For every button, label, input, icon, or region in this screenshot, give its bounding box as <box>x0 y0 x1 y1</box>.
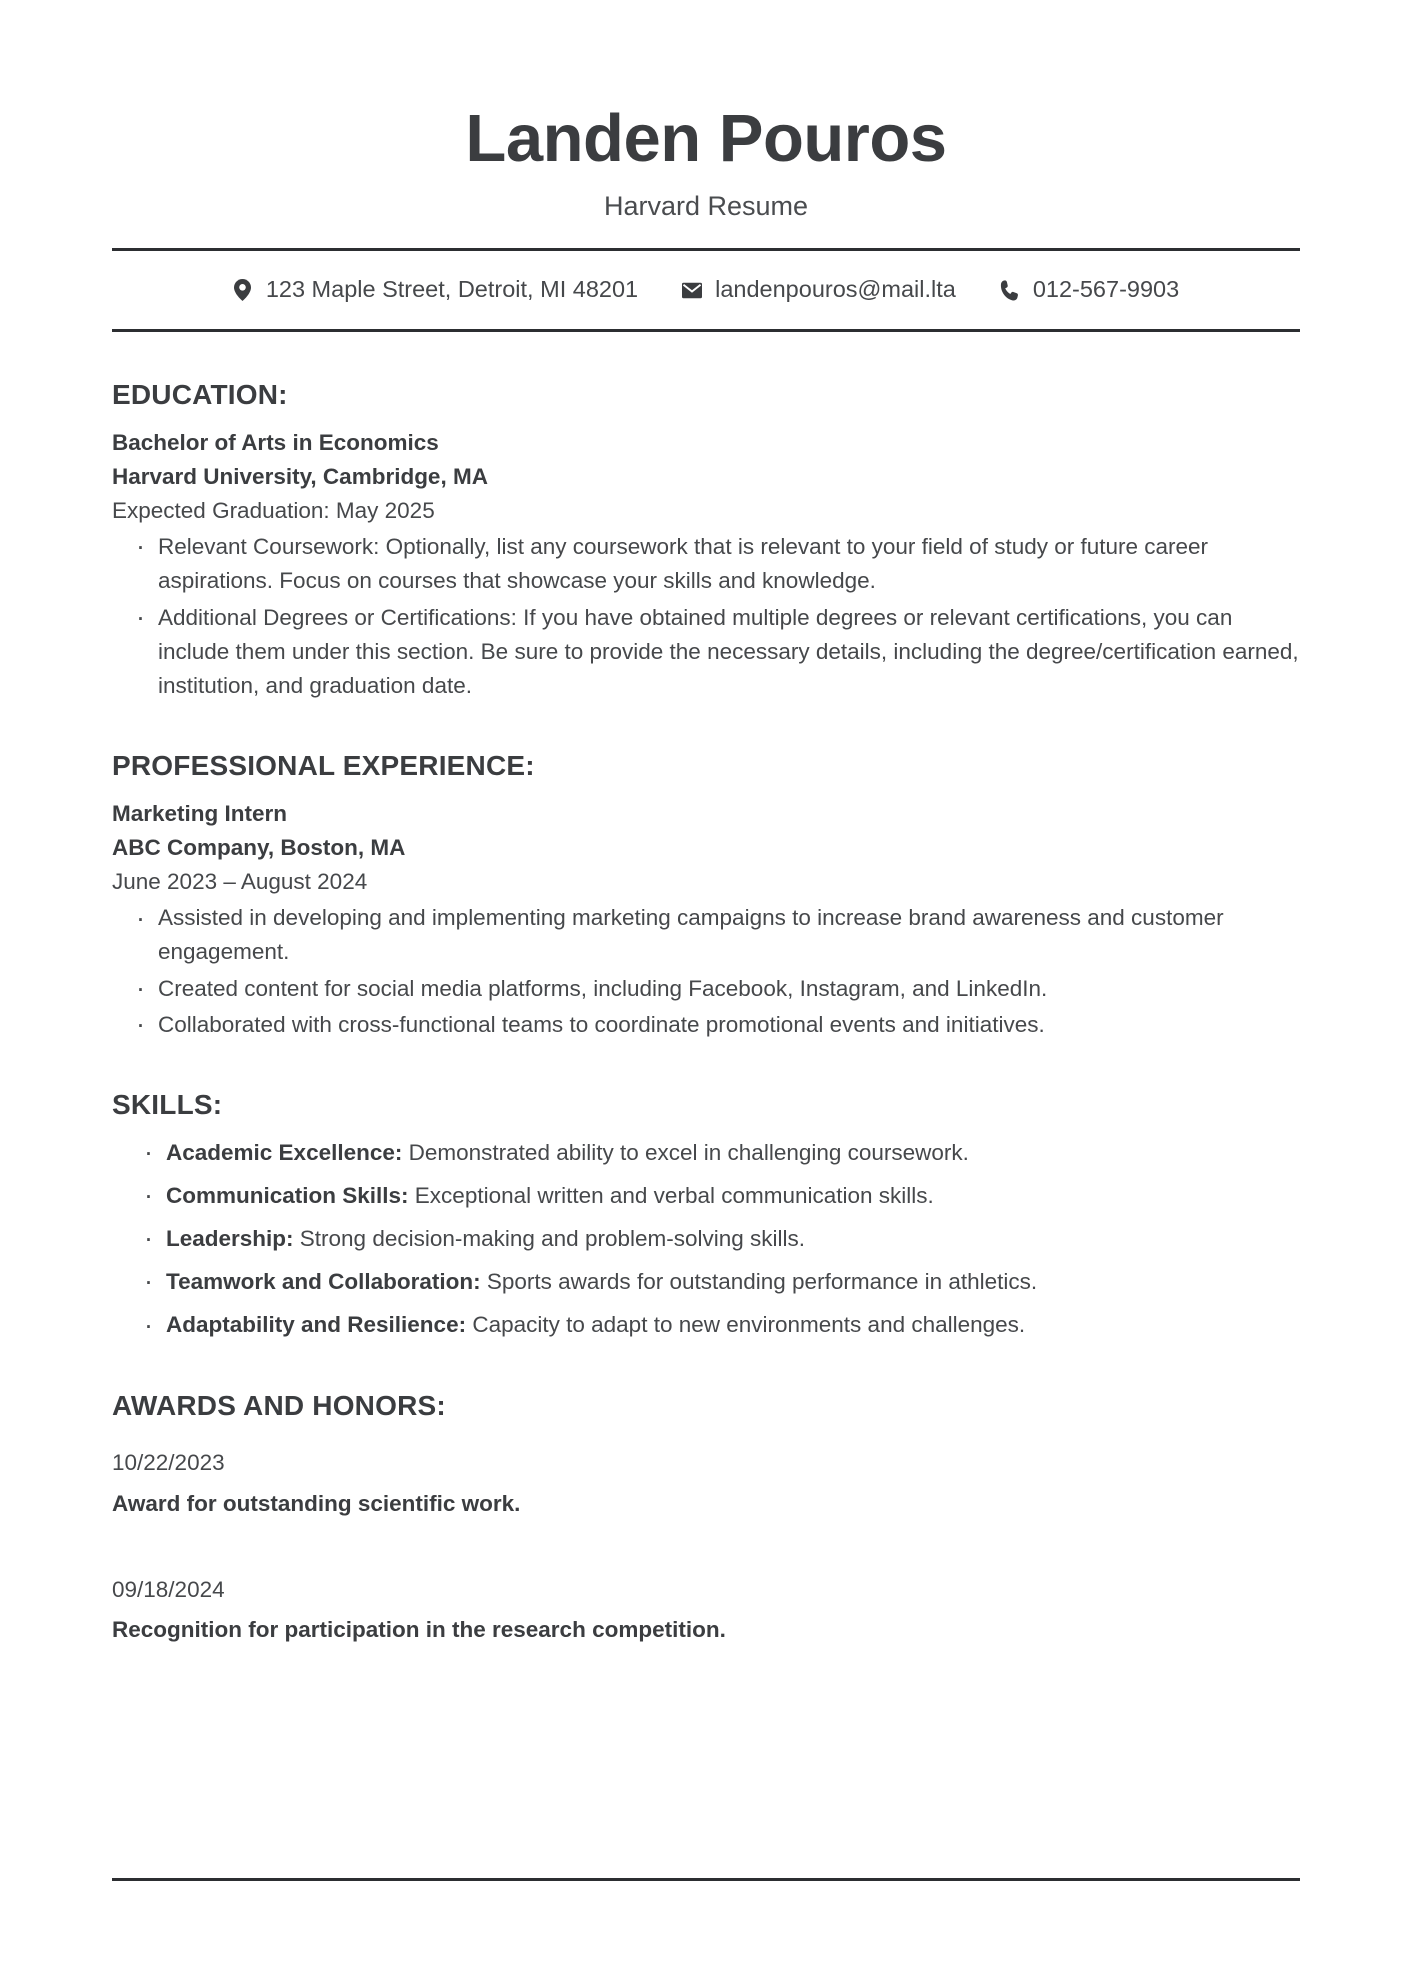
contact-email[interactable] <box>682 278 956 302</box>
award-description: Recognition for participation in the research competition. <box>112 1617 726 1643</box>
list-item: · Created content for social media platforms, including Facebook, Instagram, and LinkedIn. <box>134 972 1300 1006</box>
section-experience <box>112 749 1300 1042</box>
skill-label: Leadership: <box>166 1226 294 1251</box>
section-title-awards: AWARDS AND HONORS: <box>112 1389 446 1421</box>
resume-header <box>112 0 1300 222</box>
section-title-skills: SKILLS: <box>112 1089 223 1121</box>
skill-label: Teamwork and Collaboration: <box>166 1269 481 1295</box>
experience-bullet-list <box>112 901 1300 1042</box>
skill-text: Demonstrated ability to excel in challenging coursework. <box>402 1139 969 1165</box>
skill-text: Sports awards for outstanding performance in athletics. <box>480 1269 1038 1295</box>
award-date: 09/18/2024 <box>112 1576 225 1602</box>
award-entry <box>112 1446 1300 1521</box>
resume-content <box>112 0 1300 1968</box>
list-item <box>142 1308 1300 1342</box>
contact-email-label: landenpouros@mail.lta <box>715 276 956 303</box>
map-pin-icon <box>233 279 253 301</box>
contact-address[interactable] <box>233 278 638 302</box>
section-education <box>112 378 1300 703</box>
education-graduation: Expected Graduation: May 2025 <box>112 498 435 523</box>
list-item <box>142 1222 1300 1256</box>
skill-label: Academic Excellence: <box>166 1139 403 1165</box>
footer-divider-wrap <box>112 1878 1300 1881</box>
contact-bar <box>112 251 1300 329</box>
list-item <box>142 1179 1300 1213</box>
skill-text: Exceptional written and verbal communication skills. <box>408 1182 934 1208</box>
list-item: · Relevant Coursework: Optionally, list any coursework that is relevant to your field of study or future career aspirations. Focus on courses that showcase your skills and knowledge. <box>134 530 1300 598</box>
section-skills <box>112 1088 1300 1343</box>
award-date: 10/22/2023 <box>112 1450 225 1476</box>
skill-label: Communication Skills: <box>166 1182 409 1208</box>
resume-headline: Harvard Resume <box>603 191 809 222</box>
candidate-name: Landen Pouros <box>465 101 947 176</box>
contact-phone[interactable] <box>1000 278 1179 302</box>
list-item: · Assisted in developing and implementing marketing campaigns to increase brand awareness and customer engagement. <box>134 901 1300 969</box>
list-item <box>142 1136 1300 1170</box>
skill-label: Adaptability and Resilience: <box>166 1312 467 1338</box>
experience-company: ABC Company, Boston, MA <box>112 834 406 860</box>
header-divider-bottom <box>112 329 1300 332</box>
skills-list <box>112 1136 1300 1343</box>
education-institution: Harvard University, Cambridge, MA <box>112 463 488 489</box>
section-awards <box>112 1389 1300 1648</box>
section-title-experience: PROFESSIONAL EXPERIENCE: <box>112 750 535 782</box>
award-entry <box>112 1573 1300 1648</box>
contact-phone-label: 012-567-9903 <box>1032 276 1180 303</box>
section-title-education: EDUCATION: <box>112 379 288 411</box>
skill-text: Capacity to adapt to new environments and challenges. <box>466 1312 1026 1338</box>
education-degree: Bachelor of Arts in Economics <box>112 429 439 455</box>
footer-divider <box>112 1878 1300 1881</box>
education-bullet-list <box>112 530 1300 703</box>
envelope-icon <box>682 279 702 301</box>
phone-icon <box>1000 279 1020 301</box>
experience-role: Marketing Intern <box>112 800 288 826</box>
skill-text: Strong decision-making and problem-solving skills. <box>293 1226 806 1251</box>
award-description: Award for outstanding scientific work. <box>112 1490 521 1516</box>
contact-address-label: 123 Maple Street, Detroit, MI 48201 <box>265 276 639 303</box>
experience-dates: June 2023 – August 2024 <box>112 869 368 895</box>
list-item <box>142 1265 1300 1299</box>
list-item: · Collaborated with cross-functional teams to coordinate promotional events and initiatives. <box>134 1008 1300 1042</box>
list-item: · Additional Degrees or Certifications: If you have obtained multiple degrees or relevant certifications, you can include them under this section. Be sure to provide the necessary details, including the degree/certification earned, institution, and graduation date. <box>134 601 1300 704</box>
